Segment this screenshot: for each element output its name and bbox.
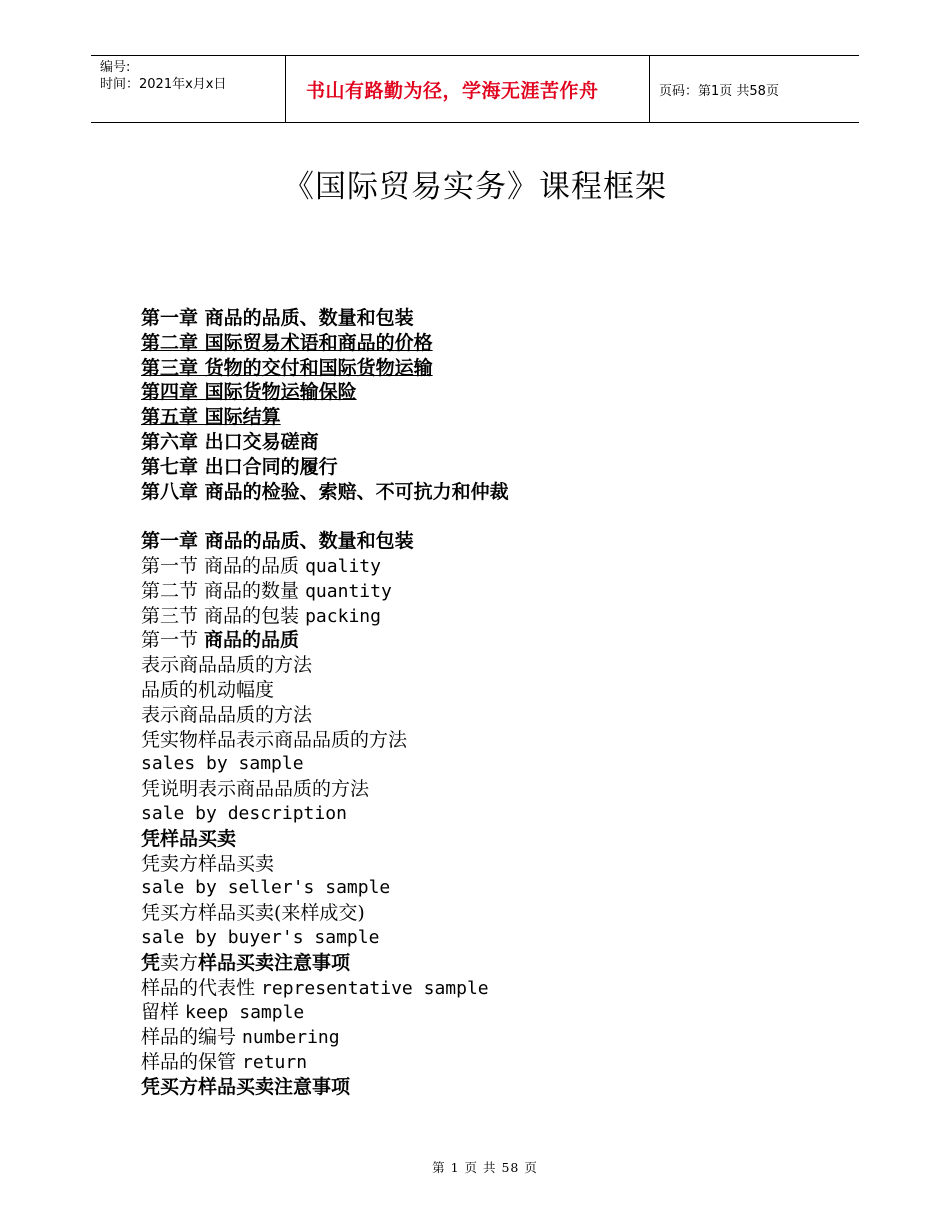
body-line: 样品的代表性 representative sample (141, 976, 489, 999)
number-label: 编号: (100, 60, 131, 75)
section-line-1: 第一节 商品的品质 quality (141, 554, 381, 577)
header-motto-cell (286, 56, 650, 122)
body-line-en: sale by seller's sample (141, 877, 391, 899)
body-line: 表示商品品质的方法 (141, 703, 313, 726)
document-title: 《国际贸易实务》课程框架 (283, 169, 667, 205)
motto-text: 书山有路勤为径，学海无涯苦作舟 (306, 79, 599, 102)
body-line-en: sale by buyer's sample (141, 926, 380, 948)
document-header (91, 55, 859, 123)
chapter-heading: 第一章 商品的品质、数量和包装 (141, 530, 414, 553)
toc-item-ch8[interactable]: 第八章 商品的检验、索赔、不可抗力和仲裁 (141, 480, 509, 503)
toc-item-ch6[interactable]: 第六章 出口交易磋商 (141, 430, 319, 453)
header-meta-cell (91, 56, 286, 122)
header-page-cell (650, 56, 859, 122)
toc-item-ch1[interactable]: 第一章 商品的品质、数量和包装 (141, 307, 414, 329)
subheading: 凭买方样品买卖注意事项 (141, 1075, 351, 1098)
body-line-en: sale by description (141, 802, 347, 824)
table-of-contents (141, 306, 841, 504)
subheading: 凭卖方样品买卖注意事项 (141, 951, 351, 974)
section-heading: 第一节 商品的品质 (141, 629, 300, 652)
body-line-en: sales by sample (141, 753, 304, 775)
toc-item-ch3[interactable]: 第三章 货物的交付和国际货物运输 (141, 356, 433, 379)
body-line: 凭实物样品表示商品品质的方法 (141, 728, 408, 751)
body-line: 品质的机动幅度 (141, 678, 275, 701)
body-line: 凭说明表示商品品质的方法 (141, 778, 370, 801)
time-label: 时间：2021年x月x日 (100, 77, 227, 92)
toc-item-ch2[interactable]: 第二章 国际贸易术语和商品的价格 (141, 331, 433, 354)
document-body (141, 306, 841, 1100)
toc-item-ch4[interactable]: 第四章 国际货物运输保险 (141, 381, 357, 404)
body-line: 凭买方样品买卖(来样成交) (141, 902, 365, 925)
body-line: 留样 keep sample (141, 1001, 305, 1024)
body-line: 凭卖方样品买卖 (141, 852, 275, 875)
section-line-3: 第三节 商品的包装 packing (141, 604, 381, 627)
body-line: 样品的保管 return (141, 1050, 308, 1073)
section-line-2: 第二节 商品的数量 quantity (141, 579, 392, 602)
subheading: 凭样品买卖 (141, 827, 237, 850)
page-info: 页码：第1页 共58页 (659, 83, 779, 99)
spacer (141, 504, 841, 529)
page-footer: 第 1 页 共 58 页 (432, 1160, 538, 1175)
toc-item-ch5[interactable]: 第五章 国际结算 (141, 406, 281, 429)
toc-item-ch7[interactable]: 第七章 出口合同的履行 (141, 455, 338, 478)
body-line: 表示商品品质的方法 (141, 654, 313, 677)
body-line: 样品的编号 numbering (141, 1026, 340, 1049)
